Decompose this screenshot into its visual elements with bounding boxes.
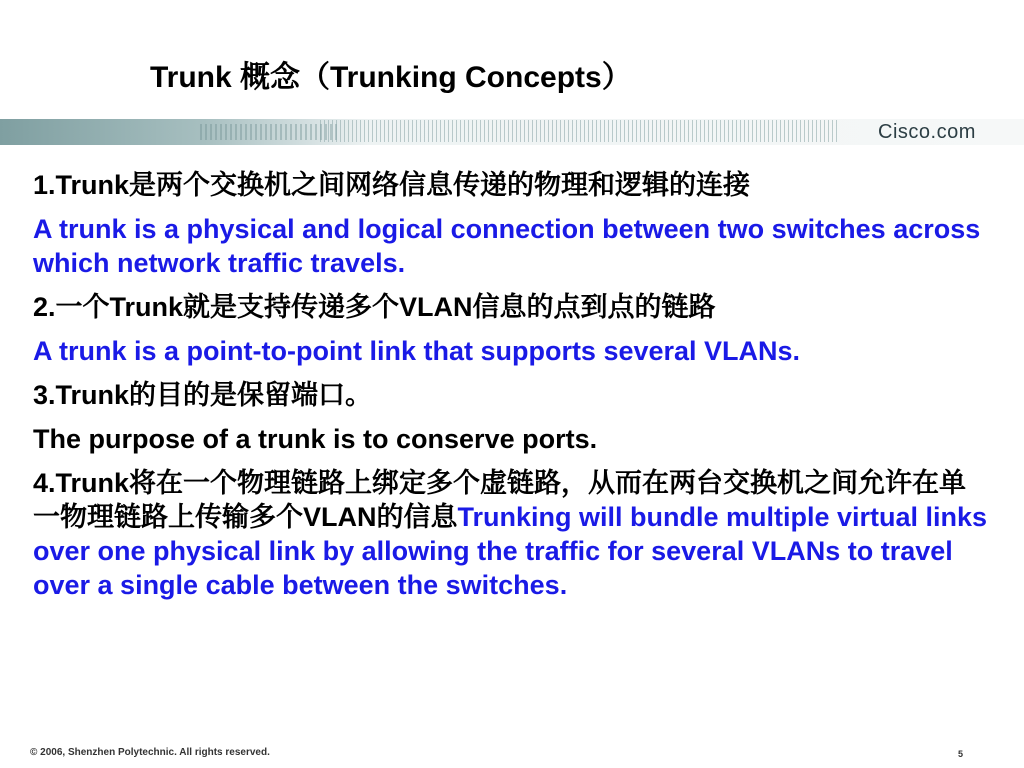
point-2-english: A trunk is a point-to-point link that supports several VLANs. xyxy=(33,336,801,366)
point-2-chinese: 2.一个Trunk就是支持传递多个VLAN信息的点到点的链路 xyxy=(33,292,716,322)
point-1-english: A trunk is a physical and logical connection between two switches across which network traffic travels. xyxy=(33,214,981,278)
footer-copyright: © 2006, Shenzhen Polytechnic. All rights reserved. xyxy=(30,747,270,758)
header-band-stripes xyxy=(320,120,840,142)
point-3-chinese: 3.Trunk的目的是保留端口。 xyxy=(33,380,373,410)
slide-body xyxy=(33,168,993,612)
point-1-chinese: 1.Trunk是两个交换机之间网络信息传递的物理和逻辑的连接 xyxy=(33,170,751,200)
header-band-stripes-left xyxy=(200,124,340,140)
cisco-logo: Cisco.com xyxy=(878,121,976,143)
slide-title: Trunk 概念（Trunking Concepts） xyxy=(150,61,632,94)
point-4 xyxy=(33,466,993,602)
point-3-english: The purpose of a trunk is to conserve ports. xyxy=(33,424,598,454)
point-4-chinese: 4.Trunk将在一个物理链路上绑定多个虚链路，从而在两台交换机之间允许在单一物理链路上传输多个VLAN的信息 xyxy=(33,468,967,532)
point-4-english: Trunking will bundle multiple virtual links over one physical link by allowing the traffic for several VLANs to travel over a single cable between the switches. xyxy=(33,502,988,600)
page-number: 5 xyxy=(958,749,964,759)
